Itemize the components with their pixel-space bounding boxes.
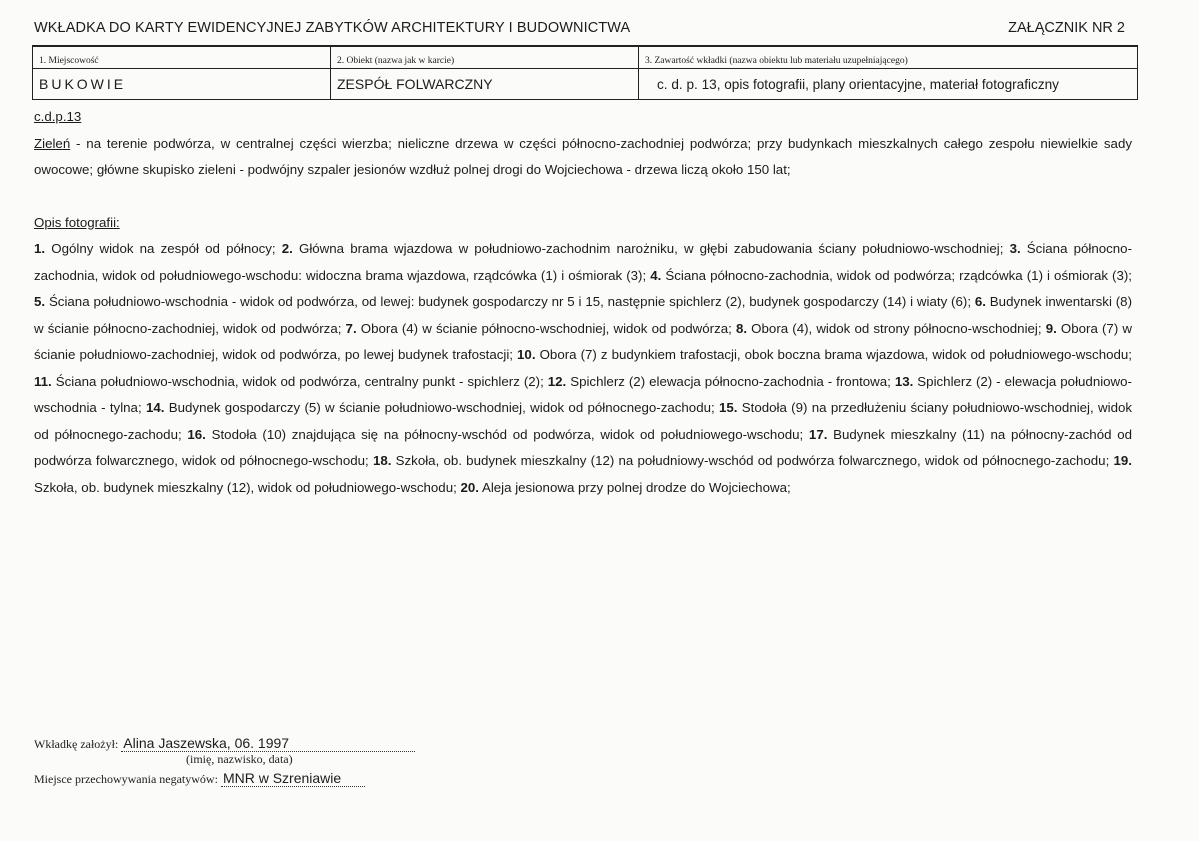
field-divider (639, 68, 1137, 69)
photo-description: Ściana południowo-wschodnia, widok od podwórza, centralny punkt - spichlerz (2); (51, 373, 548, 389)
photo-description: Stodoła (10) znajdująca się na północny-wschód od podwórza, widok od południowego-wschodu; (205, 426, 809, 442)
author-label: Wkładkę założył: (34, 737, 119, 751)
photo-description: Ogólny widok na zespół od północy; (45, 241, 282, 256)
photo-description: Szkoła, ob. budynek mieszkalny (12) na południowy-wschód od podwórza folwarcznego, widok od północnego-zachodu; (391, 453, 1114, 468)
photo-number: 9. (1045, 320, 1057, 336)
section-reference (34, 104, 1132, 131)
photo-description: Stodoła (9) na przedłużeniu ściany południowo-wschodniej, widok od północnego-zachodu; (34, 400, 1133, 442)
field-locality (33, 46, 331, 99)
photo-number: 6. (974, 294, 986, 309)
author-value: Alina Jaszewska, 06. 1997 (121, 735, 415, 752)
greenery-paragraph (34, 131, 1132, 184)
photo-number: 10. (517, 347, 536, 362)
photo-number: 7. (345, 320, 357, 336)
negatives-value: MNR w Szreniawie (221, 770, 365, 787)
photo-description: Budynek gospodarczy (5) w ścianie południowo-wschodniej, widok od północnego-zachodu; (164, 400, 719, 415)
author-hint: (imię, nazwisko, data) (186, 752, 293, 766)
header-fields-table (32, 45, 1138, 100)
photo-number: 1. (34, 241, 46, 256)
photo-number: 16. (187, 426, 206, 442)
photo-number: 15. (718, 400, 738, 415)
photos-heading-line (34, 210, 1132, 237)
greenery-text: - na terenie podwórza, w centralnej części wierzba; nieliczne drzewa w części północno-zachodniej podwórza; przy budynkach mieszkalnych całego zespołu niewielkie sady owocowe; główne skupisko zieleni - podwójny szpaler jesionów wzdłuż polnej drogi do Wojciechowa - drzewa liczą około 150 lat; (34, 135, 1132, 177)
field-locality-value: BUKOWIE (39, 76, 127, 92)
field-object (331, 46, 639, 99)
photo-number: 4. (650, 267, 662, 283)
annex-label: ZAŁĄCZNIK NR 2 (1008, 20, 1125, 36)
photo-number: 12. (547, 373, 567, 389)
document-body (34, 104, 1132, 501)
photo-description: Obora (7) w ścianie południowo-zachodniej, widok od podwórza, po lewej budynek trafostacji; (34, 320, 1132, 362)
field-contents-value: c. d. p. 13, opis fotografii, plany orientacyjne, materiał fotograficzny (657, 77, 1059, 92)
photo-description: Szkoła, ob. budynek mieszkalny (12), widok od południowego-wschodu; (34, 479, 461, 495)
field-object-label: 2. Obiekt (nazwa jak w karcie) (337, 56, 455, 66)
negatives-line (34, 770, 365, 787)
photo-number: 13. (894, 373, 914, 389)
photo-number: 11. (34, 373, 52, 389)
field-divider (33, 68, 330, 69)
photos-heading: Opis fotografii: (34, 214, 120, 230)
field-object-value: ZESPÓŁ FOLWARCZNY (337, 76, 493, 92)
field-contents (639, 46, 1137, 99)
field-divider (331, 68, 638, 69)
photo-number: 8. (735, 320, 748, 336)
photo-number: 19. (1113, 453, 1132, 468)
photo-number: 17. (808, 426, 828, 442)
author-line (34, 735, 415, 752)
section-reference-text: c.d.p.13 (34, 109, 82, 124)
photo-description: Obora (4) w ścianie północno-wschodniej, widok od podwórza; (356, 320, 736, 336)
photo-description: Obora (4), widok od strony północno-wschodniej; (747, 320, 1046, 336)
negatives-label: Miejsce przechowywania negatywów: (34, 772, 218, 786)
photo-description: Ściana południowo-wschodnia - widok od podwórza, od lewej: budynek gospodarczy nr 5 i 15, następnie spichlerz (2), budynek gospodarczy (14) i wiaty (6); (45, 294, 975, 309)
photo-number: 5. (34, 294, 46, 309)
photo-description: Ściana północno-zachodnia, widok od podwórza; rządcówka (1) i ośmiorak (3); (661, 267, 1132, 283)
field-locality-label: 1. Miejscowość (39, 56, 99, 66)
photo-description: Obora (7) z budynkiem trafostacji, obok boczna brama wjazdowa, widok od południowego-wschodu; (535, 347, 1132, 362)
field-contents-label: 3. Zawartość wkładki (nazwa obiektu lub materiału uzupełniającego) (645, 56, 908, 66)
photo-description: Aleja jesionowa przy polnej drodze do Wojciechowa; (478, 479, 791, 495)
photo-number: 18. (372, 453, 392, 468)
photo-description: Spichlerz (2) - elewacja południowo-wschodnia - tylna; (34, 373, 1132, 415)
photo-number: 14. (145, 400, 165, 415)
photo-description: Spichlerz (2) elewacja północno-zachodnia - frontowa; (566, 373, 895, 389)
photo-description: Budynek inwentarski (8) w ścianie północno-zachodniej, widok od podwórza; (34, 294, 1133, 336)
photo-description: Główna brama wjazdowa w południowo-zachodnim narożniku, w głębi zabudowania ściany południowo-wschodniej; (292, 241, 1010, 256)
greenery-heading: Zieleń (34, 135, 71, 151)
spacer (34, 184, 1132, 210)
photo-description: Ściana północno-zachodnia, widok od południowego-wschodu: widoczna brama wjazdowa, rządcówka (1) i ośmiorak (3); (34, 241, 1133, 283)
photo-number: 20. (460, 479, 479, 495)
photo-number: 2. (281, 241, 293, 256)
form-title: WKŁADKA DO KARTY EWIDENCYJNEJ ZABYTKÓW ARCHITEKTURY I BUDOWNICTWA (34, 20, 631, 36)
photo-descriptions (34, 236, 1132, 501)
photo-description: Budynek mieszkalny (11) na północny-zachód od podwórza folwarcznego, widok od północnego-wschodu; (34, 426, 1132, 468)
photo-number: 3. (1009, 241, 1021, 256)
